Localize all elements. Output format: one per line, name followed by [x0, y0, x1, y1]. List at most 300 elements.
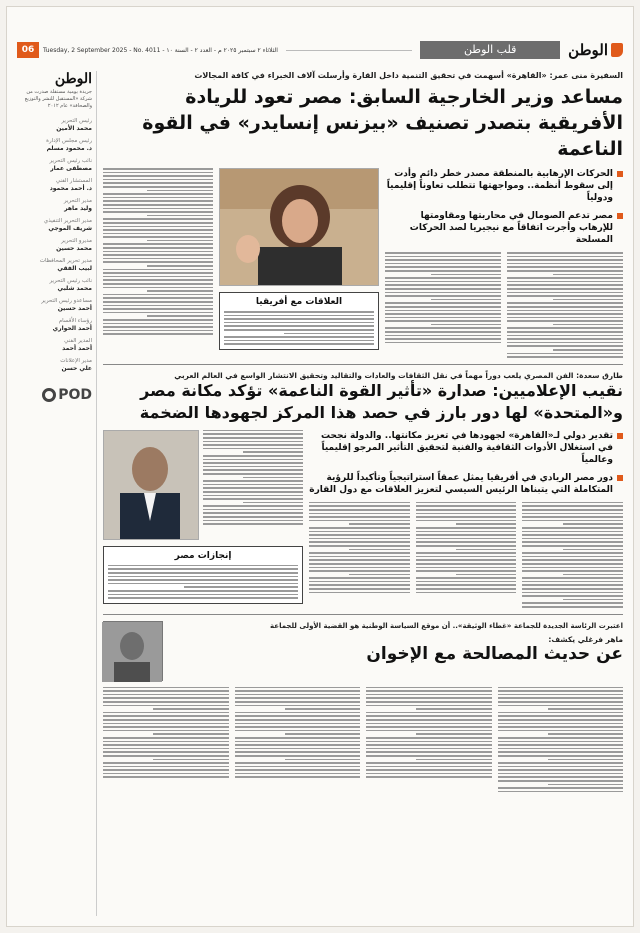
staff-role: مدير الإعلانات	[60, 358, 92, 364]
text-line	[548, 759, 623, 761]
text-line	[416, 513, 517, 515]
text-line	[309, 552, 410, 554]
text-line	[416, 584, 517, 586]
text-line	[507, 302, 623, 304]
story-3	[103, 621, 623, 793]
text-line	[563, 599, 623, 601]
text-line	[309, 567, 410, 569]
body-text-column	[498, 687, 624, 793]
story-1-box-text	[224, 311, 374, 345]
text-line	[224, 336, 374, 338]
text-line	[224, 315, 374, 317]
body-text-column	[235, 687, 361, 793]
text-line	[309, 502, 410, 504]
text-line	[553, 274, 623, 276]
text-line	[385, 320, 501, 322]
text-line	[309, 588, 410, 590]
story-3-headline: عن حديث المصالحة مع الإخوان	[366, 643, 623, 664]
text-line	[147, 190, 213, 192]
text-line	[416, 538, 517, 540]
text-line	[498, 697, 624, 699]
text-line	[224, 318, 374, 320]
staff-name: أحمد حسين	[57, 305, 92, 312]
text-line	[103, 751, 229, 753]
logo-mark-icon	[611, 43, 623, 57]
text-line	[507, 338, 623, 340]
text-line	[103, 179, 213, 181]
text-line	[522, 509, 623, 511]
text-line	[385, 313, 501, 315]
text-line	[203, 495, 303, 497]
main-content	[103, 71, 623, 916]
text-line	[416, 581, 517, 583]
text-line	[522, 520, 623, 522]
text-line	[203, 512, 303, 514]
text-line	[103, 748, 229, 750]
story-1	[103, 71, 623, 358]
text-line	[507, 284, 623, 286]
story-1-box	[219, 292, 379, 350]
text-line	[548, 733, 623, 735]
text-line	[309, 513, 410, 515]
text-line	[224, 322, 374, 324]
text-line	[103, 272, 213, 274]
text-line	[235, 776, 361, 778]
text-line	[309, 538, 410, 540]
text-line	[416, 534, 517, 536]
text-line	[103, 254, 213, 256]
staff-role: رئيس مجلس الإدارة	[46, 138, 92, 144]
text-line	[108, 583, 298, 585]
text-line	[416, 541, 517, 543]
body-text-column	[385, 252, 501, 358]
text-line	[498, 687, 624, 689]
text-line	[522, 595, 623, 597]
text-line	[366, 748, 492, 750]
staff-name: محمد شلبي	[57, 285, 92, 292]
text-line	[309, 516, 410, 518]
text-line	[203, 491, 303, 493]
text-line	[103, 200, 213, 202]
story-1-deck-2	[385, 210, 623, 246]
text-line	[507, 342, 623, 344]
text-line	[108, 590, 298, 592]
text-line	[349, 549, 409, 551]
text-line	[103, 168, 213, 170]
bullet-icon	[617, 171, 623, 177]
text-line	[366, 741, 492, 743]
text-line	[309, 556, 410, 558]
text-line	[235, 726, 361, 728]
text-line	[385, 292, 501, 294]
staff-name: أحمد الحواري	[52, 325, 92, 332]
text-line	[108, 572, 298, 574]
text-line	[203, 441, 303, 443]
text-line	[498, 723, 624, 725]
story-2-deck-2-text: دور مصر الريادي في أفريقيا يمثل عمقاً استراتيجياً وتأكيداً للرؤية المتكاملة التي يتبناها الرئيس السيسي لتعزيز العلاقات مع دول القارة	[309, 472, 613, 495]
story-1-body-columns	[385, 252, 623, 358]
portrait-author-image	[102, 622, 162, 682]
text-line	[507, 331, 623, 333]
text-line	[203, 505, 303, 507]
text-line	[203, 459, 303, 461]
text-line	[366, 744, 492, 746]
staff-name: محمد الأمين	[56, 125, 92, 132]
text-line	[203, 437, 303, 439]
logo-text: الوطن	[568, 41, 608, 59]
story-2-body-columns	[309, 502, 623, 608]
text-line	[203, 466, 303, 468]
text-line	[416, 531, 517, 533]
story-1-deck-col	[385, 168, 623, 358]
text-line	[498, 737, 624, 739]
text-line	[366, 751, 492, 753]
text-line	[285, 733, 360, 735]
text-line	[235, 723, 361, 725]
text-line	[103, 741, 229, 743]
text-line	[103, 744, 229, 746]
text-line	[498, 726, 624, 728]
masthead-logo	[568, 41, 623, 59]
text-line	[507, 270, 623, 272]
story-1-deck-2-text: مصر تدعم الصومال في محاربتها ومقاومتها للإرهاب وأجرت اتفاقاً مع نيجيريا لصد الحركات المسلحة	[409, 211, 613, 245]
text-line	[103, 726, 229, 728]
text-line	[309, 563, 410, 565]
text-line	[103, 247, 213, 249]
text-line	[108, 568, 298, 570]
text-line	[103, 323, 213, 325]
story-2-box-title: إنجازات مصر	[174, 550, 232, 561]
text-line	[203, 462, 303, 464]
text-line	[522, 552, 623, 554]
text-line	[416, 545, 517, 547]
text-line	[103, 283, 213, 285]
text-line	[309, 520, 410, 522]
text-line	[103, 258, 213, 260]
dateline: الثلاثاء ٢ سبتمبر ٢٠٢٥ م - العدد ٢ - السنة ١٠ - Tuesday, 2 September 2025 - No. 4011	[43, 46, 278, 54]
text-line	[385, 310, 501, 312]
text-line	[103, 276, 213, 278]
text-line	[416, 520, 517, 522]
text-line	[522, 531, 623, 533]
story-3-photo	[103, 621, 163, 681]
text-line	[203, 433, 303, 435]
text-line	[103, 297, 213, 299]
story-1-deck-1-text: الحركات الإرهابية بالمنطقة مصدر خطر دائم وأدت إلى سقوط أنظمة.. ومواجهتها تتطلب تعاوناً إقليمياً ودولياً	[386, 169, 613, 203]
story-1-deck-row	[103, 168, 623, 358]
text-line	[385, 288, 501, 290]
staff-role: مدير التحرير التنفيذي	[43, 218, 92, 224]
text-line	[507, 281, 623, 283]
staff-name: مصطفى عمار	[50, 165, 92, 172]
text-line	[507, 313, 623, 315]
text-line	[235, 690, 361, 692]
text-line	[203, 498, 303, 500]
staff-role: مساعدو رئيس التحرير	[41, 298, 92, 304]
text-line	[103, 712, 229, 714]
text-line	[522, 534, 623, 536]
text-line	[103, 197, 213, 199]
story-1-media-col	[219, 168, 379, 358]
text-line	[203, 473, 303, 475]
story-1-kicker: السفيرة منى عمر: «القاهرة» أسهمت في تحقيق التنمية داخل القارة وأرسلت آلاف الخبراء في كافة المجالات	[194, 71, 623, 80]
pod-circle-icon	[42, 388, 56, 402]
text-line	[309, 541, 410, 543]
text-line	[203, 487, 303, 489]
story-2-photo-box	[103, 430, 199, 540]
text-line	[522, 606, 623, 608]
staff-name: محمد حسين	[56, 245, 92, 252]
page-number: 06	[17, 42, 39, 58]
text-line	[309, 584, 410, 586]
text-line	[507, 306, 623, 308]
text-line	[507, 356, 623, 358]
story-2-deck-2	[309, 472, 623, 496]
text-line	[309, 531, 410, 533]
story-2-deck-col	[309, 430, 623, 608]
text-line	[498, 776, 624, 778]
text-line	[203, 455, 303, 457]
text-line	[103, 287, 213, 289]
story-divider	[103, 364, 623, 365]
text-line	[309, 559, 410, 561]
text-line	[103, 294, 213, 296]
story-1-deck-1	[385, 168, 623, 204]
text-line	[235, 751, 361, 753]
staff-role: مدير تحرير المحافظات	[39, 258, 92, 264]
text-line	[309, 577, 410, 579]
staff-role: مدير التحرير	[63, 198, 92, 204]
text-line	[103, 312, 213, 314]
story-1-photo	[219, 168, 379, 286]
text-line	[385, 295, 501, 297]
text-line	[385, 302, 501, 304]
text-line	[366, 726, 492, 728]
text-line	[553, 299, 623, 301]
text-line	[203, 430, 303, 432]
text-line	[224, 343, 374, 345]
staff-name: أحمد أحمد	[62, 345, 92, 352]
text-line	[103, 326, 213, 328]
text-line	[416, 502, 517, 504]
text-line	[522, 567, 623, 569]
text-line	[309, 505, 410, 507]
story-2-deck-row	[103, 430, 623, 608]
text-line	[108, 565, 298, 567]
text-line	[522, 570, 623, 572]
text-line	[203, 509, 303, 511]
text-line	[522, 584, 623, 586]
text-line	[385, 252, 501, 254]
story-2-photo	[103, 430, 199, 540]
staff-role: مديرو التحرير	[61, 238, 92, 244]
story-3-sub-kicker: ماهر فرغلي يكشف:	[548, 634, 623, 644]
story-3-kicker: اعتبرت الرئاسة الجديدة للجماعة «غطاء الوثيقة».. أن موقع السياسة الوطنية هو القضية الأولى للجماعة	[270, 621, 623, 630]
text-line	[103, 730, 229, 732]
text-line	[285, 708, 360, 710]
text-line	[498, 791, 624, 793]
text-line	[103, 701, 229, 703]
text-line	[498, 690, 624, 692]
text-line	[416, 556, 517, 558]
text-line	[203, 444, 303, 446]
text-line	[385, 335, 501, 337]
text-line	[366, 694, 492, 696]
text-line	[366, 719, 492, 721]
text-line	[203, 469, 303, 471]
text-line	[103, 766, 229, 768]
text-line	[309, 570, 410, 572]
text-line	[522, 577, 623, 579]
text-line	[103, 243, 213, 245]
text-line	[147, 240, 213, 242]
story-2-kicker: طارق سعدة: الفن المصري يلعب دوراً مهماً في نقل الثقافات والعادات والتقاليد وتحقيق الانتشار الواسع في العالم العربي	[174, 370, 623, 380]
text-line	[385, 331, 501, 333]
text-line	[431, 324, 501, 326]
text-line	[563, 574, 623, 576]
text-line	[522, 592, 623, 594]
text-line	[507, 263, 623, 265]
text-line	[522, 559, 623, 561]
text-line	[224, 340, 374, 342]
story-2-deck-1	[309, 430, 623, 466]
text-line	[456, 523, 516, 525]
text-line	[563, 523, 623, 525]
text-line	[284, 333, 374, 335]
staff-name: د. أحمد محمود	[49, 185, 92, 192]
body-text-column	[507, 252, 623, 358]
text-line	[349, 523, 409, 525]
staff-sidebar	[17, 71, 97, 916]
story-1-box-title: العلاقات مع أفريقيا	[255, 297, 343, 307]
staff-role: رئيس التحرير	[61, 118, 92, 124]
text-line	[385, 256, 501, 258]
text-line	[498, 741, 624, 743]
text-line	[498, 780, 624, 782]
text-line	[103, 211, 213, 213]
text-line	[103, 719, 229, 721]
sidebar-logo: الوطن	[54, 71, 92, 87]
text-line	[108, 579, 298, 581]
text-line	[507, 259, 623, 261]
body-text-column	[309, 502, 410, 608]
text-line	[416, 559, 517, 561]
text-line	[498, 762, 624, 764]
text-line	[103, 236, 213, 238]
header-rule	[286, 50, 412, 51]
text-line	[498, 715, 624, 717]
text-line	[103, 769, 229, 771]
story-1-headline: مساعد وزير الخارجية السابق: مصر تعود للريادة الأفريقية بتصدر تصنيف «بيزنس إنسايدر» في القوة الناعمة	[142, 86, 623, 160]
text-line	[366, 712, 492, 714]
body-text-column	[103, 687, 229, 793]
text-line	[431, 299, 501, 301]
text-line	[498, 773, 624, 775]
text-line	[235, 744, 361, 746]
text-line	[103, 279, 213, 281]
text-line	[153, 708, 228, 710]
staff-role: نائب رئيس التحرير	[49, 158, 92, 164]
text-line	[507, 288, 623, 290]
text-line	[498, 701, 624, 703]
text-line	[507, 353, 623, 355]
portrait-man-image	[103, 431, 198, 540]
text-line	[235, 715, 361, 717]
text-line	[224, 311, 374, 313]
text-line	[147, 215, 213, 217]
text-line	[235, 737, 361, 739]
text-line	[309, 581, 410, 583]
text-line	[522, 588, 623, 590]
text-line	[147, 290, 213, 292]
pod-logo	[21, 387, 92, 403]
text-line	[416, 567, 517, 569]
text-line	[103, 229, 213, 231]
text-line	[103, 705, 229, 707]
text-line	[103, 226, 213, 228]
text-line	[498, 694, 624, 696]
story-1-lead-column	[103, 168, 213, 358]
staff-name: علي حسن	[61, 365, 92, 372]
body-text-column	[366, 687, 492, 793]
text-line	[309, 509, 410, 511]
text-line	[385, 284, 501, 286]
text-line	[153, 733, 228, 735]
text-line	[103, 687, 229, 689]
text-line	[416, 759, 491, 761]
story-divider	[103, 614, 623, 615]
text-line	[416, 592, 517, 594]
text-line	[385, 306, 501, 308]
text-line	[235, 719, 361, 721]
text-line	[184, 586, 298, 588]
text-line	[385, 317, 501, 319]
text-line	[385, 277, 501, 279]
text-line	[103, 776, 229, 778]
text-line	[108, 597, 298, 599]
text-line	[103, 319, 213, 321]
story-2-deck-1-text: تقدير دولي لـ«القاهرة» لجهودها في تعزيز مكانتها.. والدولة نجحت في استغلال الأدوات الثقافية والفنية لتحقيق التأثير المرجو إقليمياً وعالمياً	[320, 430, 613, 465]
text-line	[108, 576, 298, 578]
text-line	[522, 602, 623, 604]
text-line	[235, 741, 361, 743]
text-line	[366, 723, 492, 725]
staff-role: رؤساء الأقسام	[58, 318, 92, 324]
text-line	[103, 773, 229, 775]
text-line	[385, 342, 501, 344]
text-line	[522, 527, 623, 529]
text-line	[416, 516, 517, 518]
text-line	[385, 281, 501, 283]
newspaper-page	[6, 6, 634, 927]
text-line	[385, 266, 501, 268]
text-line	[285, 759, 360, 761]
text-line	[203, 520, 303, 522]
text-line	[235, 755, 361, 757]
text-line	[498, 769, 624, 771]
text-line	[235, 687, 361, 689]
text-line	[416, 588, 517, 590]
text-line	[522, 556, 623, 558]
text-line	[498, 705, 624, 707]
text-line	[498, 751, 624, 753]
text-line	[498, 755, 624, 757]
text-line	[103, 186, 213, 188]
text-line	[366, 762, 492, 764]
text-line	[507, 320, 623, 322]
text-line	[522, 538, 623, 540]
bullet-icon	[617, 475, 623, 481]
